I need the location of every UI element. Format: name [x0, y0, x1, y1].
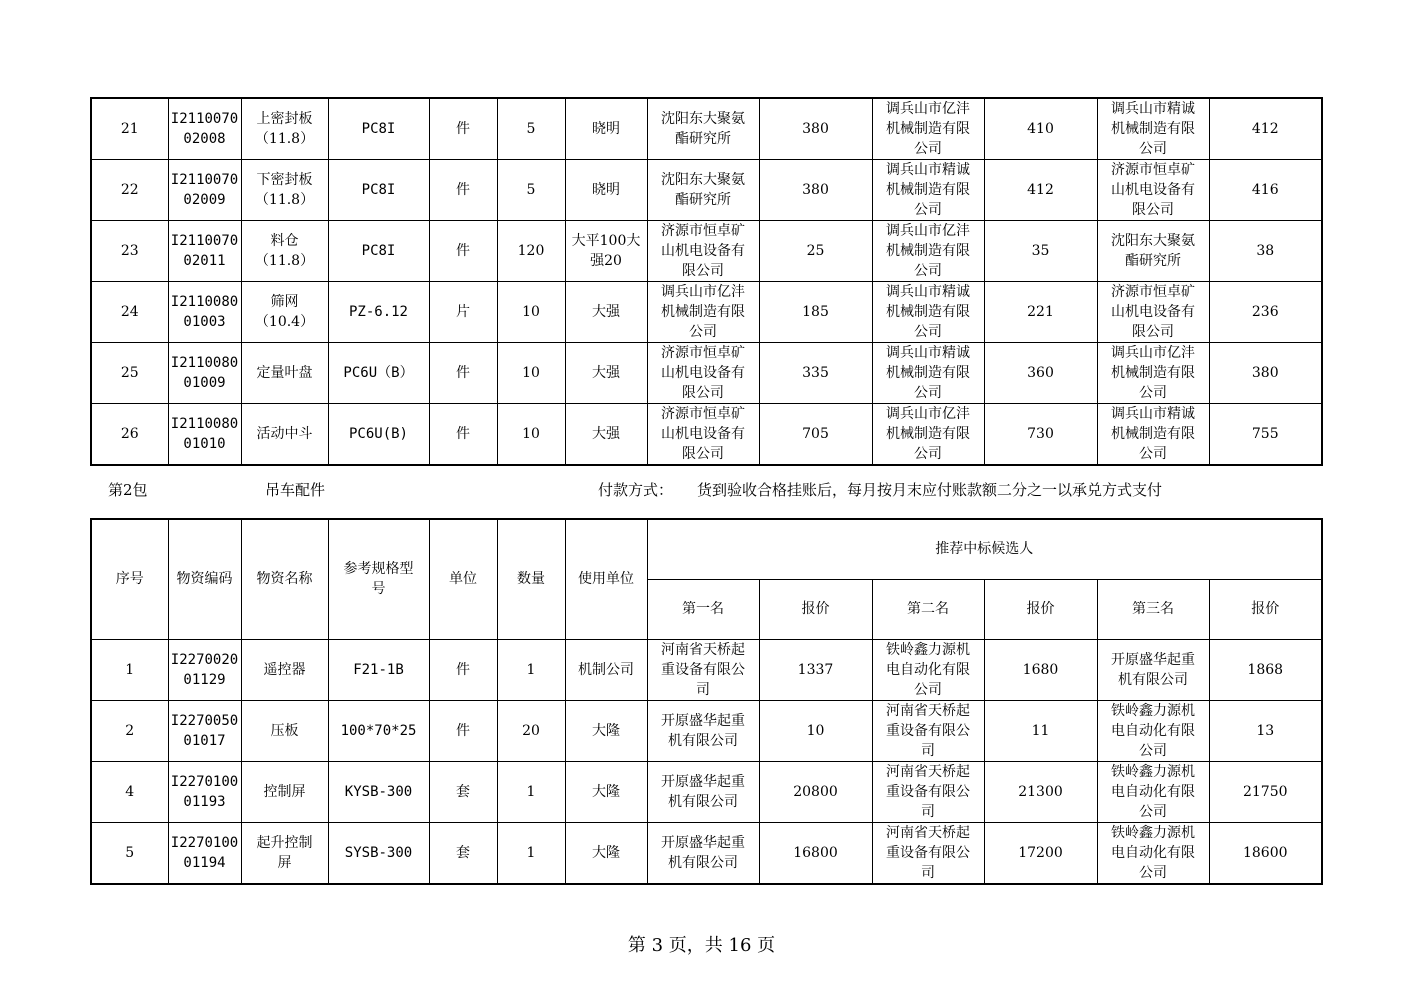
header-user: 使用单位 [565, 519, 647, 639]
header-candidates: 推荐中标候选人 [647, 519, 1322, 579]
table-row [91, 639, 1322, 700]
using-unit-cell: 晓明 [565, 160, 647, 221]
third-candidate-cell: 开原盛华起重 机有限公司 [1097, 639, 1209, 700]
quantity-cell: 5 [497, 160, 565, 221]
first-candidate-cell: 河南省天桥起 重设备有限公 司 [647, 639, 759, 700]
quantity-cell: 10 [497, 282, 565, 343]
first-candidate-cell: 济源市恒卓矿 山机电设备有 限公司 [647, 221, 759, 282]
material-code-cell: I2110080 01010 [168, 404, 241, 466]
second-price-cell: 730 [984, 404, 1097, 466]
material-code-cell: I2110070 02009 [168, 160, 241, 221]
table-row [91, 404, 1322, 466]
spec-model-cell: 100*70*25 [328, 700, 429, 761]
quantity-cell: 5 [497, 98, 565, 160]
third-candidate-cell: 调兵山市亿沣 机械制造有限 公司 [1097, 343, 1209, 404]
unit-cell: 件 [429, 343, 497, 404]
header-price-2: 报价 [984, 579, 1097, 639]
row-number-cell: 21 [91, 98, 168, 160]
second-candidate-cell: 调兵山市亿沣 机械制造有限 公司 [872, 98, 984, 160]
header-unit: 单位 [429, 519, 497, 639]
material-name-cell: 遥控器 [241, 639, 328, 700]
third-candidate-cell: 济源市恒卓矿 山机电设备有 限公司 [1097, 160, 1209, 221]
spec-model-cell: PZ-6.12 [328, 282, 429, 343]
row-number-cell: 5 [91, 822, 168, 884]
quantity-cell: 10 [497, 404, 565, 466]
using-unit-cell: 大隆 [565, 761, 647, 822]
second-price-cell: 410 [984, 98, 1097, 160]
material-name-cell: 料仓 （11.8） [241, 221, 328, 282]
material-code-cell: I2270100 01193 [168, 761, 241, 822]
third-candidate-cell: 济源市恒卓矿 山机电设备有 限公司 [1097, 282, 1209, 343]
third-candidate-cell: 铁岭鑫力源机 电自动化有限 公司 [1097, 822, 1209, 884]
material-name-cell: 起升控制 屏 [241, 822, 328, 884]
third-price-cell: 38 [1209, 221, 1322, 282]
row-number-cell: 22 [91, 160, 168, 221]
spec-model-cell: PC8I [328, 221, 429, 282]
third-price-cell: 236 [1209, 282, 1322, 343]
unit-cell: 件 [429, 98, 497, 160]
second-candidate-cell: 铁岭鑫力源机 电自动化有限 公司 [872, 639, 984, 700]
row-number-cell: 4 [91, 761, 168, 822]
header-code: 物资编码 [168, 519, 241, 639]
second-price-cell: 17200 [984, 822, 1097, 884]
material-name-cell: 下密封板 （11.8） [241, 160, 328, 221]
third-price-cell: 755 [1209, 404, 1322, 466]
first-candidate-cell: 济源市恒卓矿 山机电设备有 限公司 [647, 404, 759, 466]
third-price-cell: 18600 [1209, 822, 1322, 884]
material-name-cell: 上密封板 （11.8） [241, 98, 328, 160]
third-price-cell: 412 [1209, 98, 1322, 160]
first-price-cell: 335 [759, 343, 872, 404]
material-code-cell: I2110070 02011 [168, 221, 241, 282]
unit-cell: 件 [429, 160, 497, 221]
header-first: 第一名 [647, 579, 759, 639]
row-number-cell: 23 [91, 221, 168, 282]
first-price-cell: 16800 [759, 822, 872, 884]
payment-text: 货到验收合格挂账后，每月按月末应付账款额二分之一以承兑方式支付 [697, 481, 1163, 499]
table-row [91, 822, 1322, 884]
unit-cell: 件 [429, 404, 497, 466]
using-unit-cell: 大隆 [565, 700, 647, 761]
first-candidate-cell: 济源市恒卓矿 山机电设备有 限公司 [647, 343, 759, 404]
second-candidate-cell: 调兵山市精诚 机械制造有限 公司 [872, 160, 984, 221]
bottom-table [90, 518, 1323, 885]
material-code-cell: I2110070 02008 [168, 98, 241, 160]
third-price-cell: 380 [1209, 343, 1322, 404]
row-number-cell: 1 [91, 639, 168, 700]
unit-cell: 片 [429, 282, 497, 343]
quantity-cell: 1 [497, 822, 565, 884]
first-price-cell: 380 [759, 98, 872, 160]
material-name-cell: 控制屏 [241, 761, 328, 822]
spec-model-cell: PC6U(B) [328, 404, 429, 466]
row-number-cell: 26 [91, 404, 168, 466]
third-candidate-cell: 铁岭鑫力源机 电自动化有限 公司 [1097, 761, 1209, 822]
first-candidate-cell: 开原盛华起重 机有限公司 [647, 700, 759, 761]
first-candidate-cell: 调兵山市亿沣 机械制造有限 公司 [647, 282, 759, 343]
second-price-cell: 35 [984, 221, 1097, 282]
spec-model-cell: PC6U（B） [328, 343, 429, 404]
third-price-cell: 21750 [1209, 761, 1322, 822]
second-candidate-cell: 河南省天桥起 重设备有限公 司 [872, 761, 984, 822]
first-price-cell: 25 [759, 221, 872, 282]
first-price-cell: 185 [759, 282, 872, 343]
second-price-cell: 21300 [984, 761, 1097, 822]
material-name-cell: 压板 [241, 700, 328, 761]
table-row [91, 160, 1322, 221]
material-code-cell: I2270100 01194 [168, 822, 241, 884]
using-unit-cell: 晓明 [565, 98, 647, 160]
second-price-cell: 11 [984, 700, 1097, 761]
third-price-cell: 416 [1209, 160, 1322, 221]
first-candidate-cell: 开原盛华起重 机有限公司 [647, 761, 759, 822]
quantity-cell: 20 [497, 700, 565, 761]
quantity-cell: 10 [497, 343, 565, 404]
table-row [91, 221, 1322, 282]
second-candidate-cell: 调兵山市精诚 机械制造有限 公司 [872, 282, 984, 343]
using-unit-cell: 大强 [565, 282, 647, 343]
header-row [91, 519, 1322, 579]
row-number-cell: 24 [91, 282, 168, 343]
second-price-cell: 1680 [984, 639, 1097, 700]
quantity-cell: 1 [497, 639, 565, 700]
using-unit-cell: 机制公司 [565, 639, 647, 700]
table-row [91, 282, 1322, 343]
material-name-cell: 活动中斗 [241, 404, 328, 466]
header-spec: 参考规格型 号 [328, 519, 429, 639]
using-unit-cell: 大平100大 强20 [565, 221, 647, 282]
first-price-cell: 1337 [759, 639, 872, 700]
unit-cell: 套 [429, 761, 497, 822]
material-code-cell: I2110080 01009 [168, 343, 241, 404]
material-name-cell: 筛网 （10.4） [241, 282, 328, 343]
second-price-cell: 412 [984, 160, 1097, 221]
table-row [91, 761, 1322, 822]
material-code-cell: I2270050 01017 [168, 700, 241, 761]
second-candidate-cell: 调兵山市亿沣 机械制造有限 公司 [872, 404, 984, 466]
unit-cell: 件 [429, 221, 497, 282]
second-candidate-cell: 调兵山市亿沣 机械制造有限 公司 [872, 221, 984, 282]
third-candidate-cell: 调兵山市精诚 机械制造有限 公司 [1097, 404, 1209, 466]
material-name-cell: 定量叶盘 [241, 343, 328, 404]
header-no: 序号 [91, 519, 168, 639]
first-price-cell: 10 [759, 700, 872, 761]
second-price-cell: 221 [984, 282, 1097, 343]
quantity-cell: 1 [497, 761, 565, 822]
third-candidate-cell: 沈阳东大聚氨 酯研究所 [1097, 221, 1209, 282]
header-price-1: 报价 [759, 579, 872, 639]
third-price-cell: 1868 [1209, 639, 1322, 700]
page-footer: 第 3 页，共 16 页 [627, 935, 776, 956]
table-row [91, 343, 1322, 404]
unit-cell: 件 [429, 700, 497, 761]
spec-model-cell: F21-1B [328, 639, 429, 700]
second-candidate-cell: 河南省天桥起 重设备有限公 司 [872, 700, 984, 761]
package-label: 第2包 [108, 481, 148, 499]
table-row [91, 98, 1322, 160]
first-candidate-cell: 沈阳东大聚氨 酯研究所 [647, 98, 759, 160]
first-candidate-cell: 开原盛华起重 机有限公司 [647, 822, 759, 884]
material-code-cell: I2110080 01003 [168, 282, 241, 343]
unit-cell: 件 [429, 639, 497, 700]
header-qty: 数量 [497, 519, 565, 639]
third-candidate-cell: 铁岭鑫力源机 电自动化有限 公司 [1097, 700, 1209, 761]
table-row [91, 700, 1322, 761]
unit-cell: 套 [429, 822, 497, 884]
third-candidate-cell: 调兵山市精诚 机械制造有限 公司 [1097, 98, 1209, 160]
second-candidate-cell: 河南省天桥起 重设备有限公 司 [872, 822, 984, 884]
material-code-cell: I2270020 01129 [168, 639, 241, 700]
second-candidate-cell: 调兵山市精诚 机械制造有限 公司 [872, 343, 984, 404]
header-price-3: 报价 [1209, 579, 1322, 639]
third-price-cell: 13 [1209, 700, 1322, 761]
header-third: 第三名 [1097, 579, 1209, 639]
spec-model-cell: PC8I [328, 160, 429, 221]
row-number-cell: 2 [91, 700, 168, 761]
spec-model-cell: SYSB-300 [328, 822, 429, 884]
top-table [90, 97, 1323, 466]
first-price-cell: 380 [759, 160, 872, 221]
header-second: 第二名 [872, 579, 984, 639]
using-unit-cell: 大强 [565, 404, 647, 466]
first-candidate-cell: 沈阳东大聚氨 酯研究所 [647, 160, 759, 221]
second-price-cell: 360 [984, 343, 1097, 404]
payment-label: 付款方式： [598, 481, 674, 499]
spec-model-cell: PC8I [328, 98, 429, 160]
using-unit-cell: 大强 [565, 343, 647, 404]
package-name: 吊车配件 [265, 481, 326, 499]
quantity-cell: 120 [497, 221, 565, 282]
row-number-cell: 25 [91, 343, 168, 404]
header-name: 物资名称 [241, 519, 328, 639]
first-price-cell: 705 [759, 404, 872, 466]
spec-model-cell: KYSB-300 [328, 761, 429, 822]
using-unit-cell: 大隆 [565, 822, 647, 884]
first-price-cell: 20800 [759, 761, 872, 822]
